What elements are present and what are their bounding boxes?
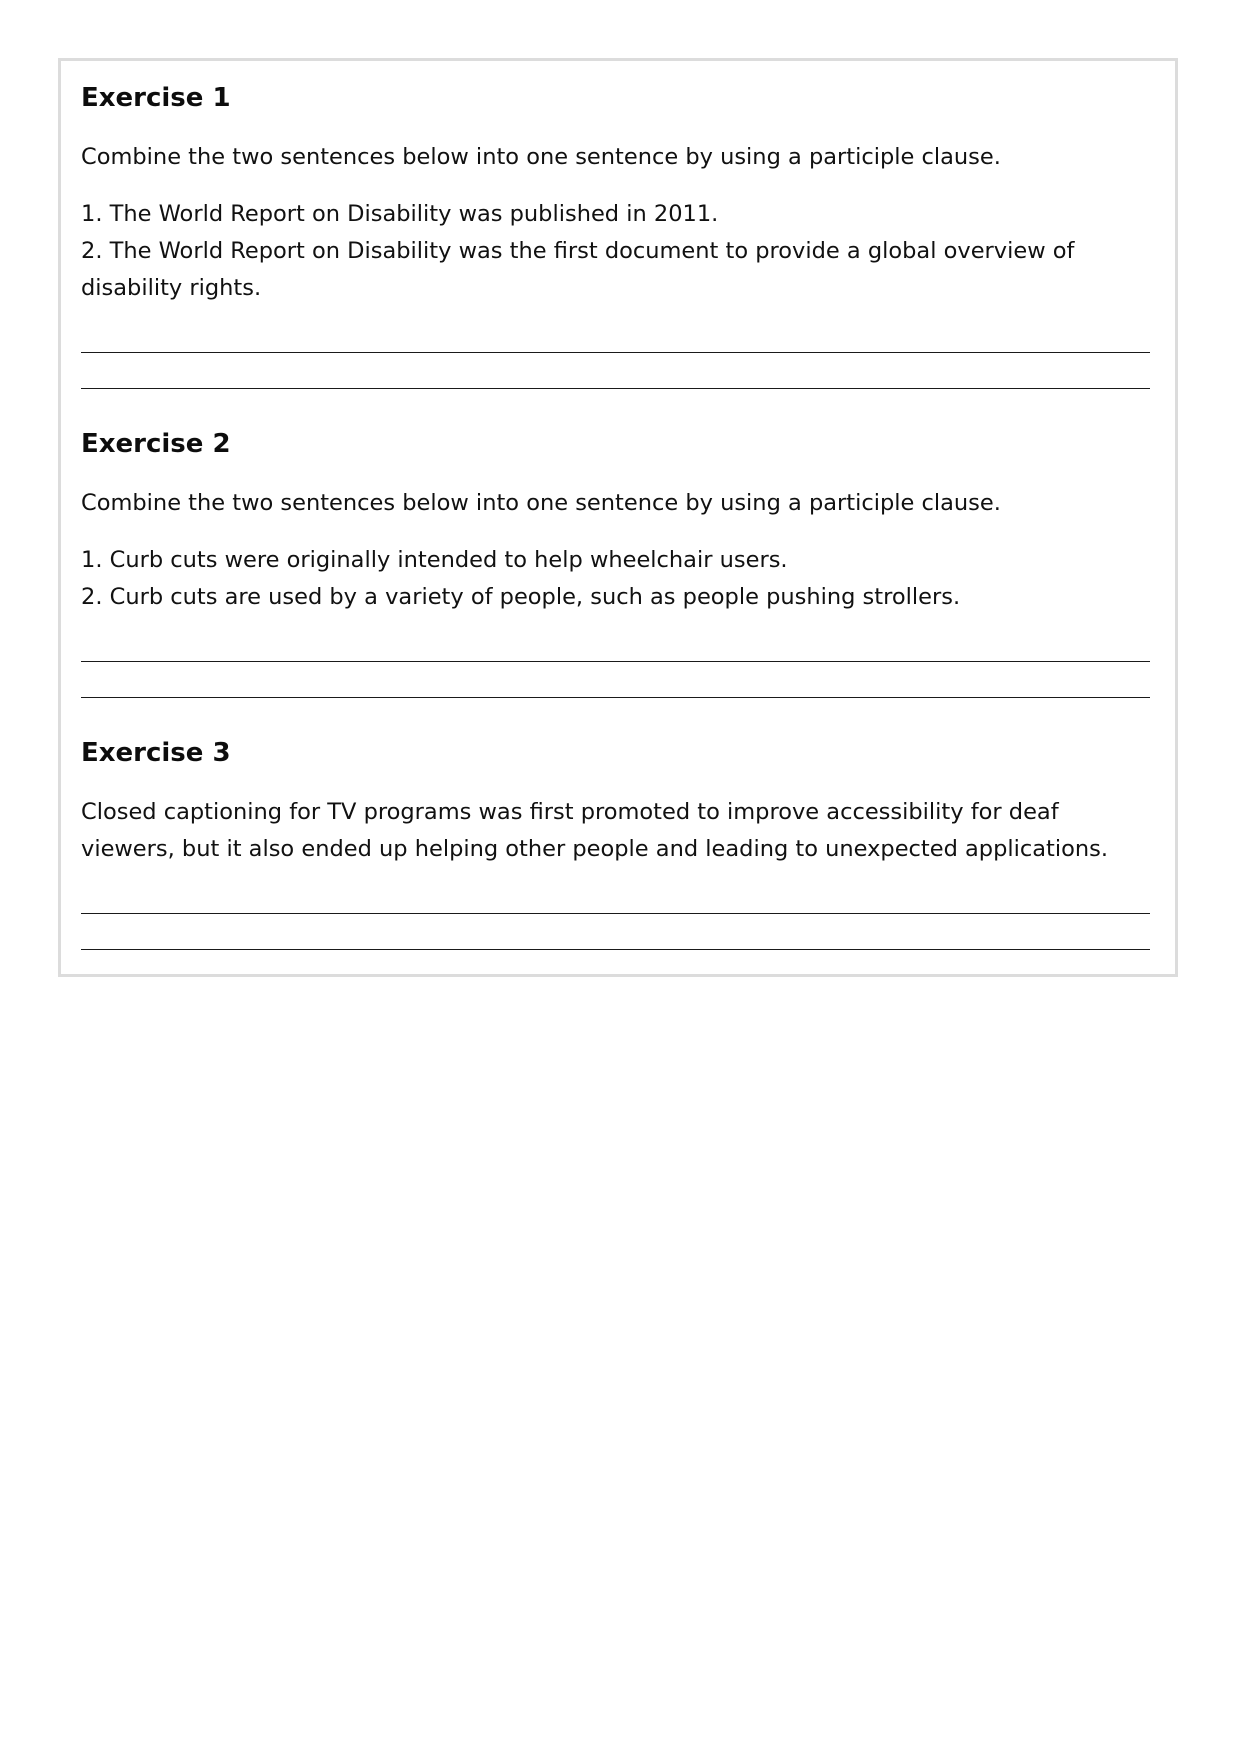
- sentence-item: 2. The World Report on Disability was the first document to provide a global overview of disability rights.: [81, 238, 1075, 301]
- sentence-item: 2. Curb cuts are used by a variety of people, such as people pushing strollers.: [81, 584, 961, 610]
- answer-line[interactable]: [81, 878, 1150, 914]
- exercise-title: Exercise 1: [81, 83, 231, 113]
- answer-line[interactable]: [81, 662, 1150, 698]
- answer-area[interactable]: [81, 878, 1150, 950]
- exercise-title: Exercise 2: [81, 429, 231, 459]
- exercise-title: Exercise 3: [81, 738, 231, 768]
- answer-line[interactable]: [81, 626, 1150, 662]
- exercise-instruction: Combine the two sentences below into one sentence by using a participle clause.: [81, 490, 1001, 516]
- answer-line[interactable]: [81, 914, 1150, 950]
- exercise-2: [81, 427, 1150, 698]
- worksheet: [58, 58, 1178, 977]
- answer-area[interactable]: [81, 317, 1150, 389]
- exercise-paragraph: Closed captioning for TV programs was first promoted to improve accessibility for deaf viewers, but it also ended up helping other people and leading to unexpected applications.: [81, 799, 1109, 862]
- sentence-item: 1. Curb cuts were originally intended to help wheelchair users.: [81, 547, 788, 573]
- answer-line[interactable]: [81, 353, 1150, 389]
- exercise-instruction: Combine the two sentences below into one sentence by using a participle clause.: [81, 144, 1001, 170]
- answer-line[interactable]: [81, 317, 1150, 353]
- sentence-list: [81, 196, 1150, 307]
- sentence-list: [81, 542, 1150, 616]
- sentence-item: 1. The World Report on Disability was published in 2011.: [81, 201, 719, 227]
- exercise-1: [81, 81, 1150, 389]
- answer-area[interactable]: [81, 626, 1150, 698]
- exercise-3: [81, 736, 1150, 950]
